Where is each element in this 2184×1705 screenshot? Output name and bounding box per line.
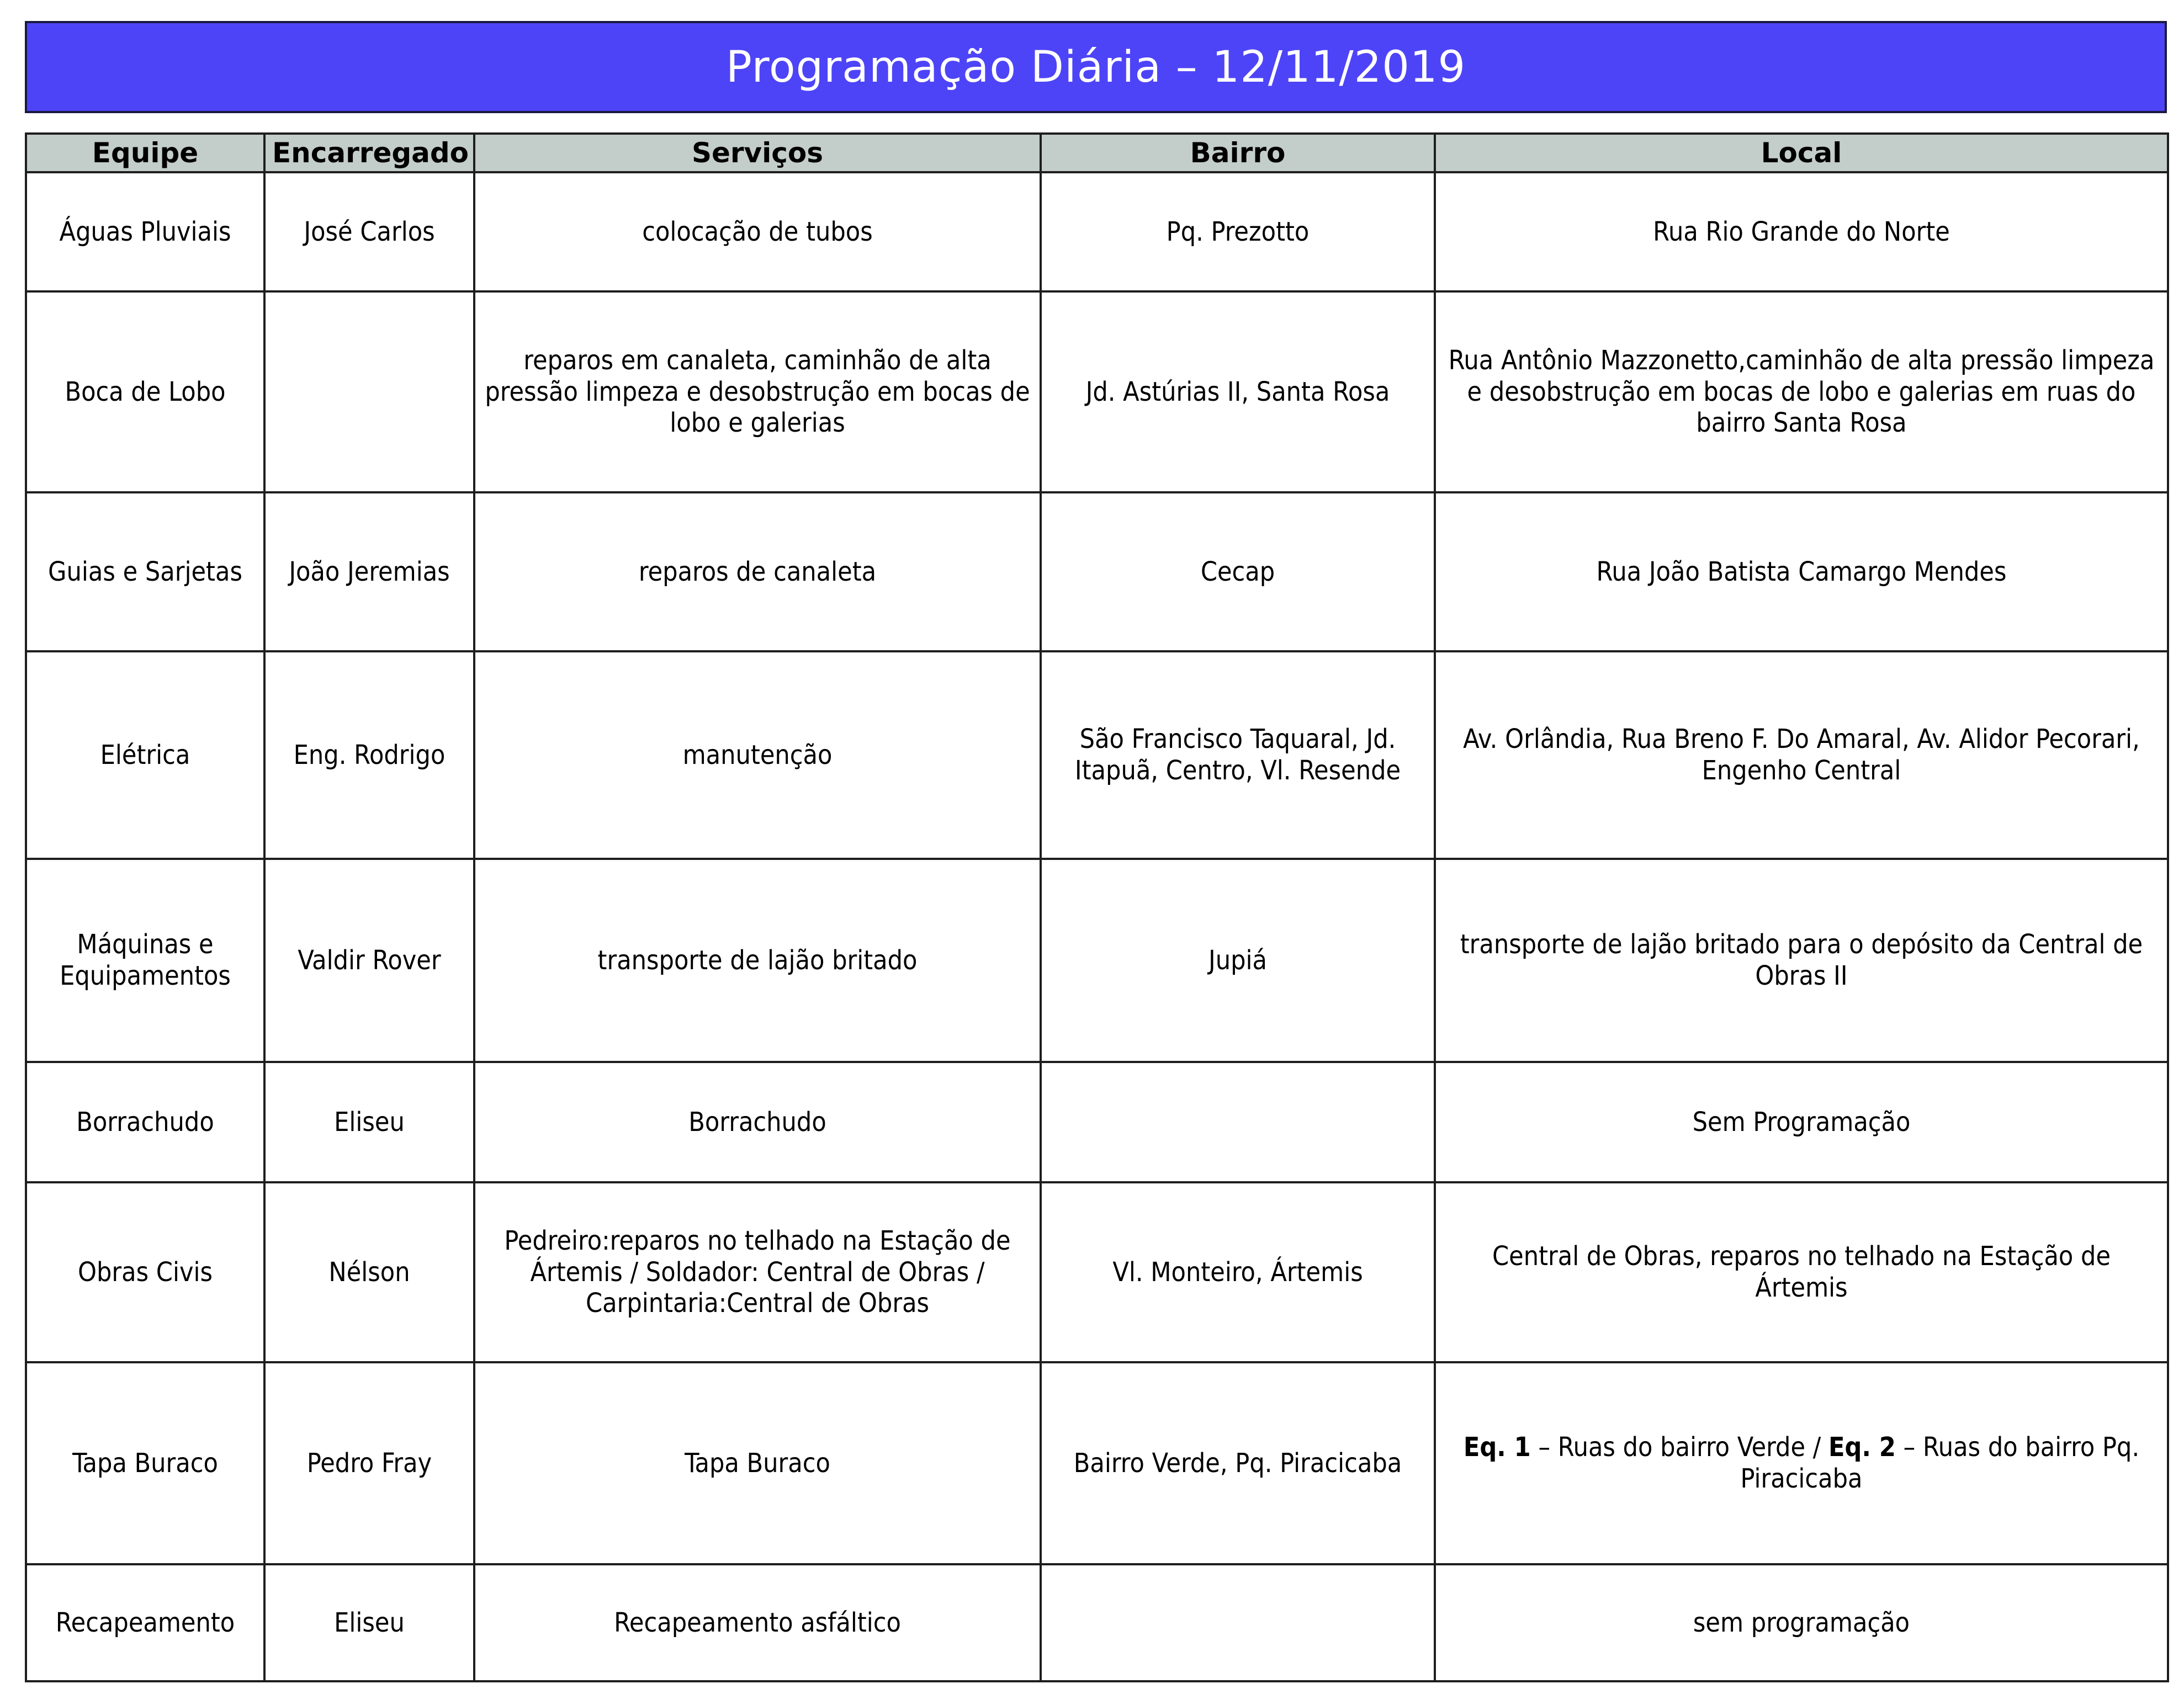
title-bar: [25, 21, 2167, 113]
cell-encarregado: Valdir Rover: [264, 859, 474, 1062]
cell-local: Av. Orlândia, Rua Breno F. Do Amaral, Av. Alidor Pecorari, Engenho Central: [1435, 651, 2168, 859]
cell-equipe: Recapeamento: [26, 1564, 264, 1681]
table-row: [26, 492, 2168, 651]
page-title: Programação Diária – 12/11/2019: [725, 42, 1466, 92]
cell-local: Rua Antônio Mazzonetto,caminhão de alta pressão limpeza e desobstrução em bocas de lobo e galerias em ruas do bairro Santa Rosa: [1435, 291, 2168, 492]
cell-local: sem programação: [1435, 1564, 2168, 1681]
cell-bairro: [1041, 1062, 1435, 1182]
cell-servicos: Recapeamento asfáltico: [474, 1564, 1041, 1681]
cell-servicos: Borrachudo: [474, 1062, 1041, 1182]
table-row: [26, 1564, 2168, 1681]
cell-servicos: manutenção: [474, 651, 1041, 859]
cell-equipe: Elétrica: [26, 651, 264, 859]
cell-bairro: Cecap: [1041, 492, 1435, 651]
schedule-table: [25, 132, 2169, 1682]
table-row: [26, 1362, 2168, 1564]
header-local: Local: [1435, 134, 2168, 172]
table-row: [26, 291, 2168, 492]
cell-encarregado: Pedro Fray: [264, 1362, 474, 1564]
cell-servicos: colocação de tubos: [474, 172, 1041, 291]
table-row: [26, 651, 2168, 859]
header-encarregado: Encarregado: [264, 134, 474, 172]
cell-bairro: Vl. Monteiro, Ártemis: [1041, 1182, 1435, 1362]
cell-servicos: reparos em canaleta, caminhão de alta pressão limpeza e desobstrução em bocas de lobo e galerias: [474, 291, 1041, 492]
cell-local: Rua João Batista Camargo Mendes: [1435, 492, 2168, 651]
cell-equipe: Obras Civis: [26, 1182, 264, 1362]
cell-equipe: Águas Pluviais: [26, 172, 264, 291]
header-servicos: Serviços: [474, 134, 1041, 172]
cell-local: Central de Obras, reparos no telhado na Estação de Ártemis: [1435, 1182, 2168, 1362]
cell-encarregado: Eliseu: [264, 1564, 474, 1681]
cell-bairro: Bairro Verde, Pq. Piracicaba: [1041, 1362, 1435, 1564]
cell-encarregado: Nélson: [264, 1182, 474, 1362]
eq1-label: Eq. 1: [1463, 1432, 1531, 1463]
cell-equipe: Máquinas e Equipamentos: [26, 859, 264, 1062]
cell-equipe: Borrachudo: [26, 1062, 264, 1182]
eq2-label: Eq. 2: [1828, 1432, 1896, 1463]
cell-bairro: Jd. Astúrias II, Santa Rosa: [1041, 291, 1435, 492]
header-equipe: Equipe: [26, 134, 264, 172]
cell-encarregado: João Jeremias: [264, 492, 474, 651]
cell-local: [1435, 1362, 2168, 1564]
cell-equipe: Guias e Sarjetas: [26, 492, 264, 651]
cell-encarregado: Eliseu: [264, 1062, 474, 1182]
table-row: [26, 859, 2168, 1062]
cell-bairro: Jupiá: [1041, 859, 1435, 1062]
table-row: [26, 1182, 2168, 1362]
cell-servicos: Tapa Buraco: [474, 1362, 1041, 1564]
eq2-text: – Ruas do bairro Pq. Piracicaba: [1740, 1432, 2140, 1494]
table-row: [26, 172, 2168, 291]
cell-local: transporte de lajão britado para o depósito da Central de Obras II: [1435, 859, 2168, 1062]
cell-equipe: Tapa Buraco: [26, 1362, 264, 1564]
cell-servicos: transporte de lajão britado: [474, 859, 1041, 1062]
cell-encarregado: José Carlos: [264, 172, 474, 291]
cell-servicos: Pedreiro:reparos no telhado na Estação de Ártemis / Soldador: Central de Obras / Carpintaria:Central de Obras: [474, 1182, 1041, 1362]
header-bairro: Bairro: [1041, 134, 1435, 172]
header-row: [26, 134, 2168, 172]
cell-local: Sem Programação: [1435, 1062, 2168, 1182]
cell-bairro: São Francisco Taquaral, Jd. Itapuã, Centro, Vl. Resende: [1041, 651, 1435, 859]
eq1-text: – Ruas do bairro Verde /: [1530, 1432, 1829, 1463]
cell-bairro: Pq. Prezotto: [1041, 172, 1435, 291]
table-row: [26, 1062, 2168, 1182]
cell-encarregado: Eng. Rodrigo: [264, 651, 474, 859]
cell-encarregado: [264, 291, 474, 492]
cell-equipe: Boca de Lobo: [26, 291, 264, 492]
cell-bairro: [1041, 1564, 1435, 1681]
cell-servicos: reparos de canaleta: [474, 492, 1041, 651]
cell-local: Rua Rio Grande do Norte: [1435, 172, 2168, 291]
